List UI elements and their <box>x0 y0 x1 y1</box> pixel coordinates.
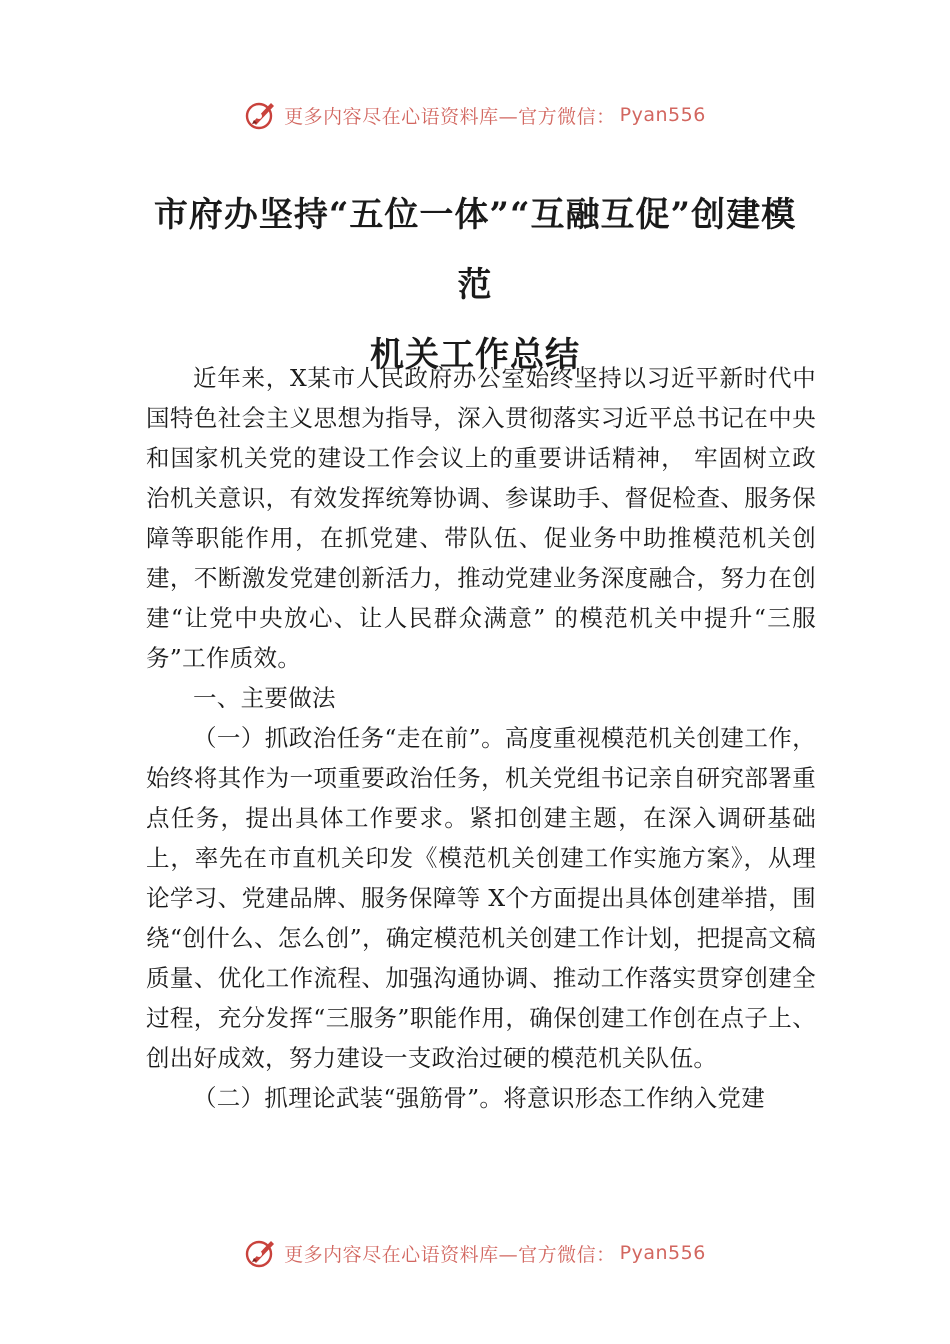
watermark-header <box>0 95 950 135</box>
watermark-wechat-id: Pyan556 <box>619 104 706 126</box>
title-line-2: 机关工作总结 <box>370 335 580 375</box>
watermark-text: 更多内容尽在心语资料库—官方微信： <box>284 1243 616 1266</box>
watermark-text: 更多内容尽在心语资料库—官方微信： <box>284 105 616 128</box>
paragraph-intro: 近年来，X某市人民政府办公室始终坚持以习近平新时代中国特色社会主义思想为指导，深入贯彻落实习近平总书记在中央和国家机关党的建设工作会议上的重要讲话精神， 牢固树立政治机关意识，有效发挥统筹协调、参谋助手、督促检查、服务保障等职能作用，在抓党建、带队伍、促业务中助推模范机关创建，不断激发党建创新活力，推动党建业务深度融合，努力在创建“让党中央放心、让人民群众满意” 的模范机关中提升“三服务”工作质效。 <box>146 364 816 672</box>
watermark-footer <box>0 1233 950 1273</box>
pen-logo-icon <box>244 1236 278 1270</box>
paragraph-political-task: （一）抓政治任务“走在前”。高度重视模范机关创建工作，始终将其作为一项重要政治任务，机关党组书记亲自研究部署重点任务，提出具体工作要求。紧扣创建主题，在深入调研基础上，率先在市直机关印发《模范机关创建工作实施方案》，从理论学习、党建品牌、服务保障等 X个方面提出具体创建举措，围绕“创什么、怎么创”，确定模范机关创建工作计划，把提高文稿质量、优化工作流程、加强沟通协调、推动工作落实贯穿创建全过程，充分发挥“三服务”职能作用，确保创建工作创在点子上、创出好成效，努力建设一支政治过硬的模范机关队伍。 <box>146 724 816 1072</box>
document-body <box>146 358 816 1118</box>
paragraph-theory-armament: （二）抓理论武装“强筋骨”。将意识形态工作纳入党建 <box>193 1084 766 1112</box>
pen-logo-icon <box>244 98 278 132</box>
section-heading-main-practices: 一、主要做法 <box>193 684 336 712</box>
watermark-wechat-id: Pyan556 <box>619 1242 706 1264</box>
title-line-1: 市府办坚持“五位一体”“互融互促”创建模范 <box>153 195 797 305</box>
